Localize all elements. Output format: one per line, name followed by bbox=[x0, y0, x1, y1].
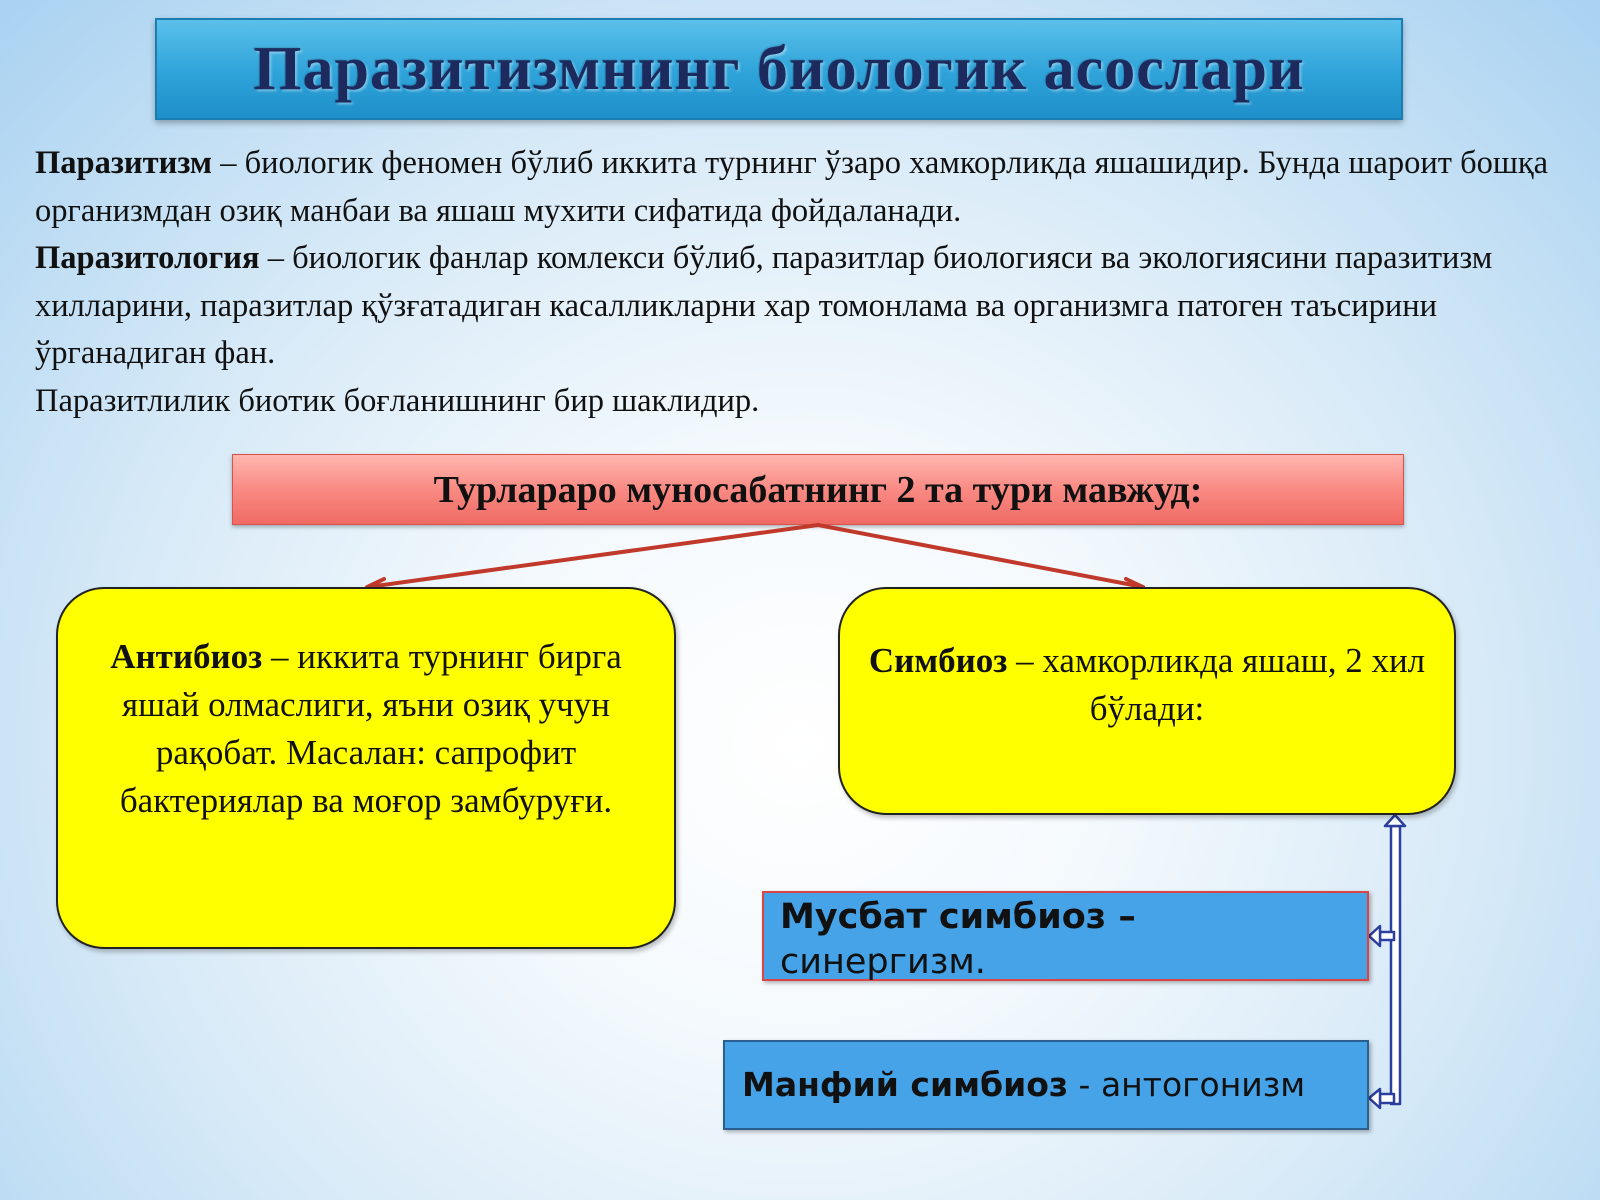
parasitology-text: – биологик фанлар комлекси бўлиб, паразитлар биологияси ва экологиясини паразитизм хилларини, паразитлар қўзғатадиган касалликларни хар томонлама ва организмга патоген таъсирини ўрганадиган фан. bbox=[35, 240, 1493, 371]
branch-to-negative bbox=[1380, 1094, 1394, 1103]
parasitology-definition bbox=[35, 235, 1580, 378]
parasitism-term: Паразитизм bbox=[35, 145, 213, 181]
positive-symbiosis-box bbox=[762, 891, 1369, 981]
symbiosis-box bbox=[838, 587, 1456, 815]
types-banner-text: Турлараро муносабатнинг 2 та тури мавжуд: bbox=[433, 468, 1203, 511]
negative-symbiosis-term: Манфий симбиоз bbox=[742, 1065, 1069, 1104]
symbiosis-text: – хамкорликда яшаш, 2 хил бўлади: bbox=[1007, 641, 1426, 728]
page-title: Паразитизмнинг биологик асослари bbox=[253, 34, 1305, 103]
vertical-connector-bar bbox=[1391, 826, 1400, 1104]
arrowhead-to-negative bbox=[1369, 1089, 1380, 1108]
types-banner bbox=[232, 454, 1404, 525]
antibiosis-term: Антибиоз bbox=[110, 637, 263, 676]
parasitism-text: – биологик феномен бўлиб иккита турнинг ўзаро хамкорликда яшашидир. Бунда шароит бошқа организмдан озиқ манбаи ва яшаш мухити сифатида фойдаланади. bbox=[35, 145, 1549, 229]
arrow-to-antibiosis bbox=[368, 525, 818, 587]
antibiosis-box bbox=[56, 587, 676, 949]
intro-text-block bbox=[35, 140, 1580, 425]
arrow-to-symbiosis bbox=[818, 525, 1143, 587]
antibiosis-text: – иккита турнинг бирга яшай олмаслиги, яъни озиқ учун рақобат. Масалан: сапрофит бактериялар ва моғор замбуруғи. bbox=[119, 637, 622, 820]
negative-symbiosis-text: - антогонизм bbox=[1068, 1065, 1306, 1104]
positive-symbiosis-term: Мусбат симбиоз – bbox=[780, 897, 1136, 937]
positive-symbiosis-text: синергизм. bbox=[780, 942, 986, 982]
parasitism-definition bbox=[35, 140, 1580, 235]
branch-to-positive bbox=[1380, 932, 1394, 940]
title-banner bbox=[155, 18, 1403, 120]
parasitology-term: Паразитология bbox=[35, 240, 260, 276]
parasitism-note: Паразитлилик биотик боғланишнинг бир шаклидир. bbox=[35, 382, 760, 419]
symbiosis-term: Симбиоз bbox=[868, 641, 1008, 680]
arrowhead-up-to-symbiosis bbox=[1385, 815, 1405, 826]
negative-symbiosis-box bbox=[723, 1040, 1369, 1130]
arrowhead-to-positive bbox=[1369, 926, 1380, 946]
